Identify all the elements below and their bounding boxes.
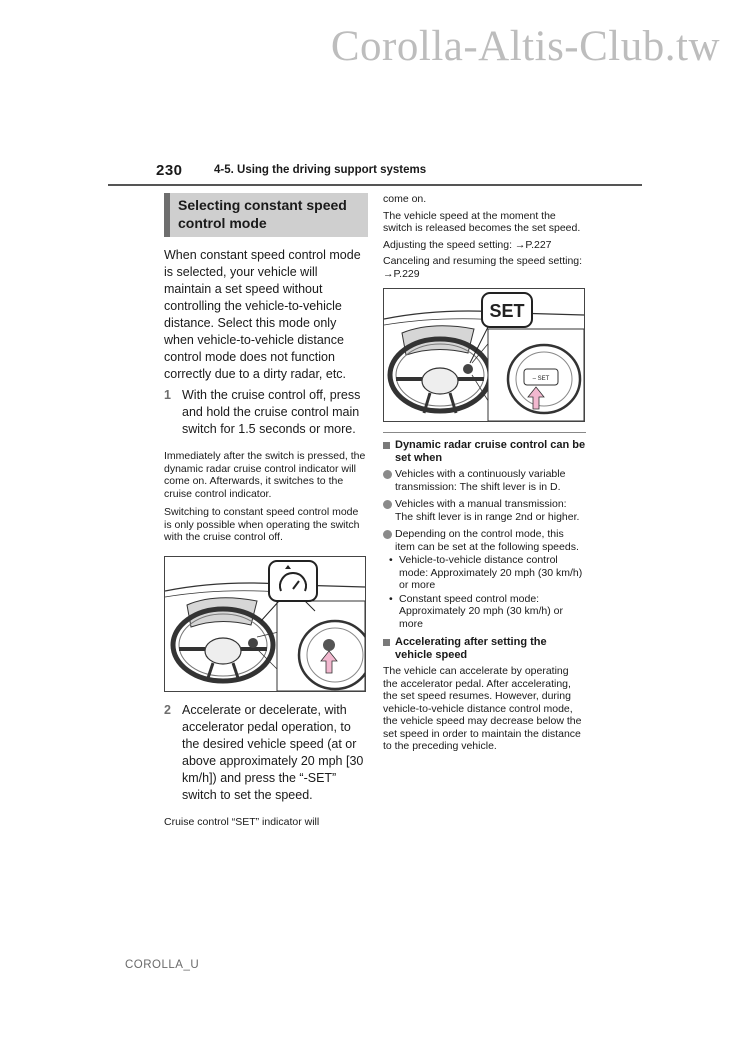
square-bullet-icon (383, 442, 390, 449)
step-number: 2 (164, 702, 171, 717)
list-item: Depending on the control mode, this item can be set at the following speeds. (383, 528, 586, 553)
section-heading: Selecting constant speed control mode (164, 193, 368, 237)
step-text: With the cruise control off, press and hold the cruise control main switch for 1.5 seconds or more. (182, 388, 361, 436)
cross-reference: Canceling and resuming the speed setting: →P.229 (383, 255, 583, 280)
bullet-marker: • (389, 592, 393, 605)
list-item: Vehicles with a continuously variable transmission: The shift lever is in D. (383, 468, 586, 493)
continuation-text: come on. (383, 193, 427, 205)
step-number: 1 (164, 388, 171, 402)
dashboard-drawing (165, 557, 365, 691)
steering-wheel-illustration (164, 556, 366, 692)
footer-model-code: COROLLA_U (125, 959, 200, 971)
dashboard-drawing (384, 289, 584, 421)
page-header (108, 160, 642, 186)
set-switch-illustration (383, 288, 585, 422)
paragraph: The vehicle speed at the moment the switch is released becomes the set speed. (383, 209, 581, 234)
circle-bullet-icon (383, 530, 392, 539)
left-column (164, 193, 368, 834)
divider (383, 432, 586, 433)
page-number: 230 (156, 162, 183, 179)
note-paragraph: Switching to constant speed control mode is only possible when operating the switch with the cruise control off. (164, 506, 360, 543)
circle-bullet-icon (383, 470, 392, 479)
paragraph: The vehicle can accelerate by operating the accelerator pedal. After accelerating, the set speed resumes. However, during vehicle-to-vehicle distance control mode, the vehicle speed may decrease below the set speed in order to maintain the distance to the preceding vehicle. (383, 665, 582, 752)
section-title: 4-5. Using the driving support systems (214, 164, 427, 176)
note-paragraph: Immediately after the switch is pressed, the dynamic radar cruise control indicator will come on. Afterwards, it switches to the cruise control indicator. (164, 450, 366, 500)
step-text: Accelerate or decelerate, with accelerator pedal operation, to the desired vehicle speed (at or above approximately 20 mph [30 km/h]) and press the “-SET” switch to set the speed. (182, 702, 364, 802)
sub-list-item: • Constant speed control mode: Approximately 20 mph (30 km/h) or more (389, 592, 563, 630)
circle-bullet-icon (383, 500, 392, 509)
intro-paragraph: When constant speed control mode is selected, your vehicle will maintain a set speed without controlling the vehicle-to-vehicle distance. Select this mode only when vehicle-to-vehicle distance control mode does not function correctly due to a dirty radar, etc. (164, 248, 361, 381)
set-callout: SET (489, 301, 525, 321)
switch-label: – SET (532, 376, 550, 382)
list-item: Vehicles with a manual transmission: The shift lever is in range 2nd or higher. (383, 498, 586, 523)
bullet-marker: • (389, 554, 393, 566)
step-1 (164, 387, 368, 438)
step-2 (164, 702, 368, 804)
square-bullet-icon (383, 639, 390, 646)
subheading-set-conditions: Dynamic radar cruise control can be set when (383, 439, 586, 464)
subheading-accelerating: Accelerating after setting the vehicle speed (383, 636, 586, 661)
cross-reference: Adjusting the speed setting: →P.227 (383, 238, 552, 251)
sub-list-item: • Vehicle-to-vehicle distance control mode: Approximately 20 mph (30 km/h) or more (389, 554, 583, 591)
note-paragraph: Cruise control “SET” indicator will (164, 815, 320, 828)
watermark: Corolla-Altis-Club.tw (330, 23, 720, 70)
right-column (383, 193, 586, 759)
